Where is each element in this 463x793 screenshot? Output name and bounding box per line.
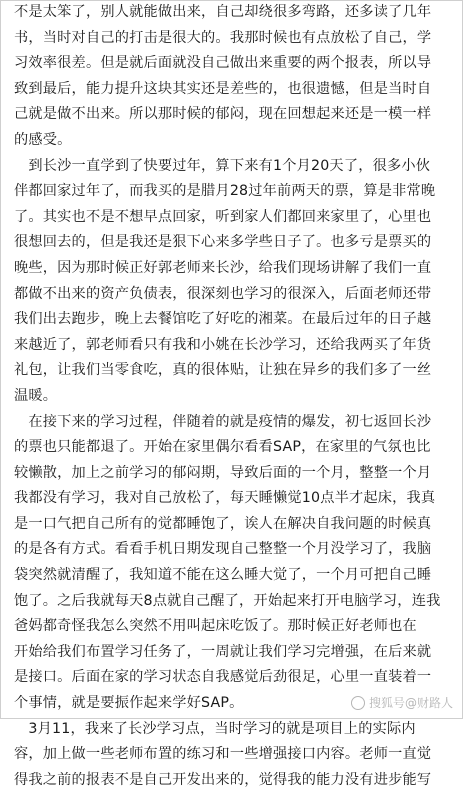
wechat-logo-icon	[351, 696, 365, 710]
text-line: 的感受。	[14, 128, 444, 154]
text-line: 都做不出来的资产负债表，很深刻也学习的很深入，后面老师还带	[14, 282, 444, 308]
article-body	[14, 0, 444, 793]
text-line: 的是各有方式。看看手机日期发现自己整整一个月没学习了，我脑	[14, 537, 444, 563]
paragraph-4	[14, 717, 444, 793]
paragraph-2	[14, 154, 444, 410]
text-line: 晚些，因为那时候正好郭老师来长沙，给我们现场讲解了我们一直	[14, 256, 444, 282]
text-line: 袋突然就清醒了，我知道不能在这么睡大觉了，一个月可把自己睡	[14, 563, 444, 589]
text-line: 是接口。后面在家的学习状态自我感觉后劲很足，心里一直装着一	[14, 665, 444, 691]
text-line: 了。其实也不是不想早点回家，听到家人们都回来家里了，心里也	[14, 205, 444, 231]
text-line: 3月11，我来了长沙学习点，当时学习的就是项目上的实际内	[14, 717, 444, 743]
text-line: 开始给我们布置学习任务了，一周就让我们学习完增强，在后来就	[14, 640, 444, 666]
text-line: 己就是做不出来。所以那时候的郁闷，现在回想起来还是一模一样	[14, 102, 444, 128]
text-line: 的票也只能都退了。开始在家里偶尔看看SAP，在家里的气氛也比	[14, 435, 444, 461]
watermark	[351, 694, 453, 711]
text-line: 致到最后，能力提升这块其实还是差些的，也很遗憾，但是当时自	[14, 77, 444, 103]
watermark-text: 搜狐号@财路人	[369, 694, 453, 711]
text-line: 较懒散，加上之前学习的郁闷期，导致后面的一个月，整整一个月	[14, 461, 444, 487]
text-line: 来越近了，郭老师看只有我和小姚在长沙学习，还给我两买了年货	[14, 333, 444, 359]
text-line: 书，当时对自己的打击是很大的。我那时候也有点放松了自己，学	[14, 26, 444, 52]
text-line: 我们出去跑步，晚上去餐馆吃了好吃的湘菜。在最后过年的日子越	[14, 307, 444, 333]
text-line: 容，加上做一些老师布置的练习和一些增强接口内容。老师一直觉	[14, 742, 444, 768]
text-line: 饱了。之后我就每天8点就自己醒了，开始起来打开电脑学习，连我	[14, 589, 444, 615]
text-line: 爸妈都奇怪我怎么突然不用叫起床吃饭了。那时候正好老师也在	[14, 614, 444, 640]
text-line: 到长沙一直学到了快要过年，算下来有1个月20天了，很多小伙	[14, 154, 444, 180]
text-line: 我都没有学习，我对自己放松了，每天睡懒觉10点半才起床，我真	[14, 486, 444, 512]
text-line: 礼包，让我们当零食吃，真的很体贴，让独在异乡的我们多了一丝	[14, 358, 444, 384]
text-line: 个事情，就是要振作起来学好SAP。	[14, 691, 444, 717]
paragraph-3	[14, 410, 444, 717]
text-line: 伴都回家过年了，而我买的是腊月28过年前两天的票，算是非常晚	[14, 179, 444, 205]
text-line: 习效率很差。但是就后面就没自己做出来重要的两个报表，所以导	[14, 51, 444, 77]
text-line: 温暖。	[14, 384, 444, 410]
text-line: 不是太笨了，别人就能做出来，自己却绕很多弯路，还多读了几年	[14, 0, 444, 26]
text-line: 得我之前的报表不是自己开发出来的，觉得我的能力没有进步能写	[14, 768, 444, 793]
text-line: 是一口气把自己所有的觉都睡饱了，诶人在解决自我问题的时候真	[14, 512, 444, 538]
text-line: 在接下来的学习过程，伴随着的就是疫情的爆发，初七返回长沙	[14, 410, 444, 436]
text-line: 很想回去的，但是我还是狠下心来多学些日子了。也多亏是票买的	[14, 230, 444, 256]
paragraph-1	[14, 0, 444, 154]
